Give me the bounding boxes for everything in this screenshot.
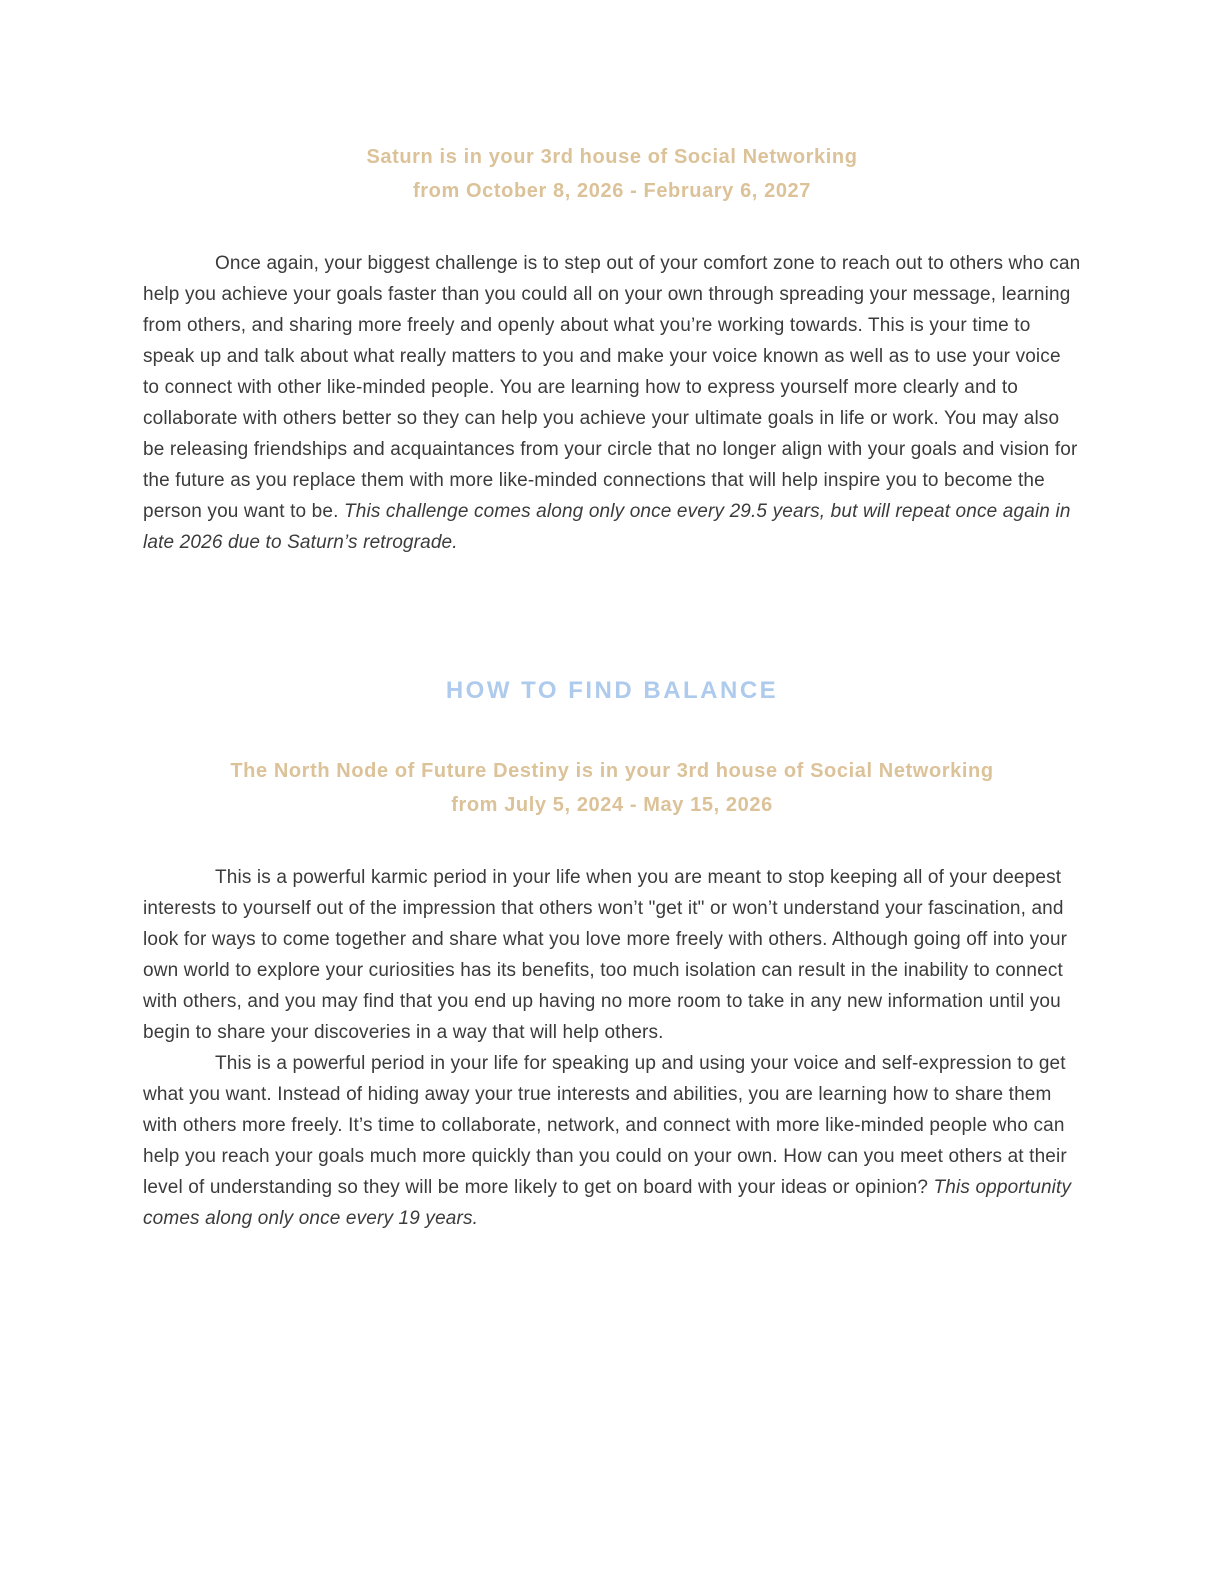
paragraph-text: This is a powerful period in your life for speaking up and using your voice and self-expression to get what you want. Instead of hiding away your true interests and abilities, you are learning how to share them with others more freely. It’s time to collaborate, network, and connect with more like-minded people who can help you reach your goals much more quickly than you could on your own. How can you meet others at their level of understanding so they will be more likely to get on board with your ideas or opinion? (143, 1053, 1067, 1198)
paragraph-text: Once again, your biggest challenge is to step out of your comfort zone to reach out to others who can help you achieve your goals faster than you could all on your own through spreading your message, learning from others, and sharing more freely and openly about what you’re working towards. This is your time to speak up and talk about what really matters to you and make your voice known as well as to use your voice to connect with other like-minded people. You are learning how to express yourself more clearly and to collaborate with others better so they can help you achieve your ultimate goals in life or work. You may also be releasing friendships and acquaintances from your circle that no longer align with your goals and vision for the future as you replace them with more like-minded connections that will help inspire you to become the person you want to be. (143, 253, 1081, 522)
north-node-paragraph-2 (143, 1048, 1081, 1234)
paragraph-italic-note: This opportunity comes along only once every 19 years. (143, 1177, 1072, 1229)
heading-line-2: from July 5, 2024 - May 15, 2026 (451, 794, 773, 816)
saturn-transit-paragraph (143, 248, 1081, 558)
heading-line-1: The North Node of Future Destiny is in your 3rd house of Social Networking (230, 760, 994, 782)
saturn-transit-section (143, 140, 1081, 558)
how-to-find-balance-heading: HOW TO FIND BALANCE (445, 677, 779, 704)
heading-line-2: from October 8, 2026 - February 6, 2027 (412, 180, 811, 202)
saturn-transit-heading (143, 140, 1081, 208)
north-node-heading (143, 754, 1081, 822)
north-node-paragraph-1: This is a powerful karmic period in your life when you are meant to stop keeping all of your deepest interests to yourself out of the impression that others won’t "get it" or won’t understand your fascination, and look for ways to come together and share what you love more freely with others. Although going off into your own world to explore your curiosities has its benefits, too much isolation can result in the inability to connect with others, and you may find that you end up having no more room to take in any new information until you begin to share your discoveries in a way that will help others. (143, 867, 1068, 1043)
heading-line-1: Saturn is in your 3rd house of Social Networking (366, 146, 858, 168)
north-node-section (143, 754, 1081, 1234)
paragraph-italic-note: This challenge comes along only once every 29.5 years, but will repeat once again in late 2026 due to Saturn’s retrograde. (143, 501, 1071, 553)
